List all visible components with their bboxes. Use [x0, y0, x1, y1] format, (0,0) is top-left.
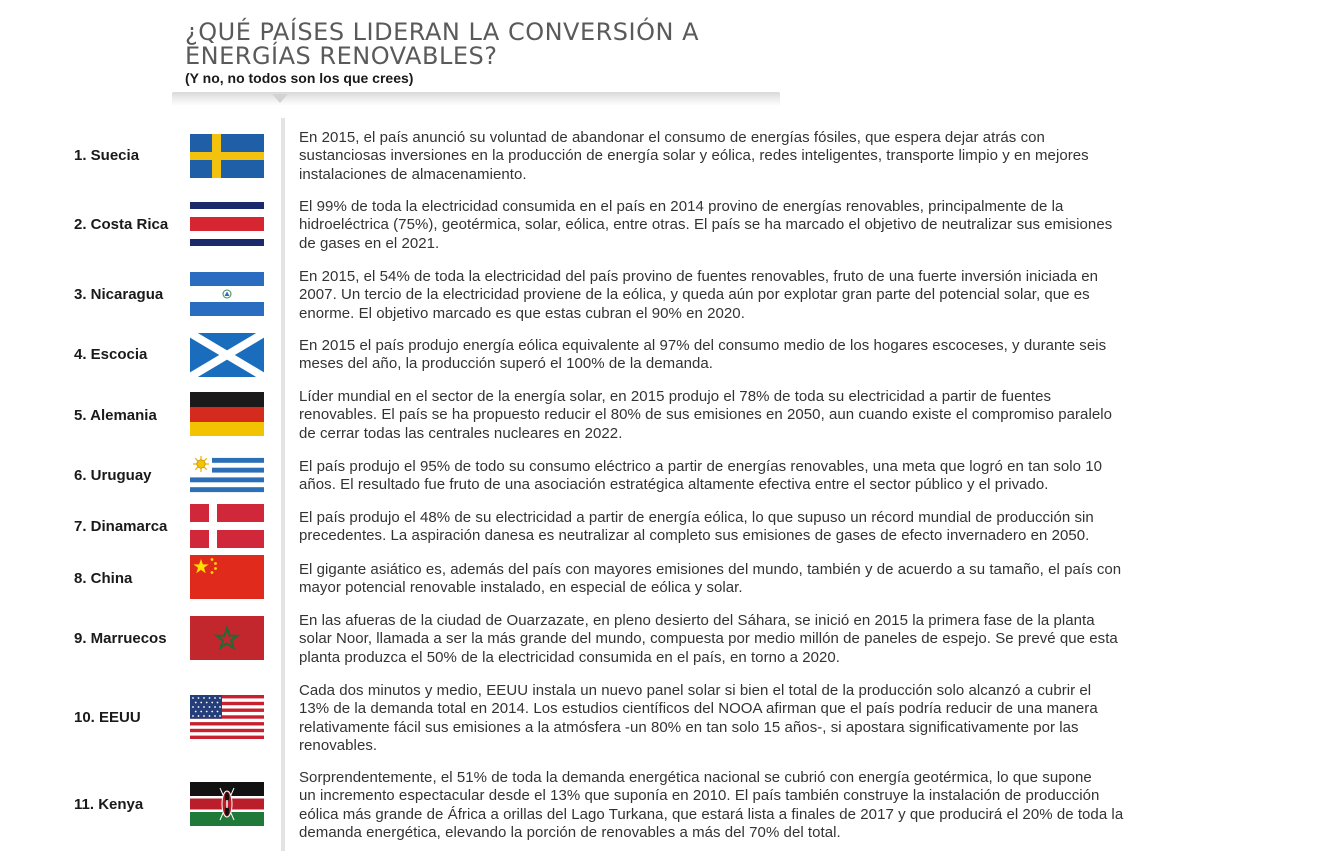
- denmark-flag-icon: [190, 504, 264, 548]
- country-label: 2. Costa Rica: [74, 216, 169, 233]
- subtitle: (Y no, no todos son los que crees): [185, 70, 414, 86]
- description-line: relativamente fácil sus emisiones a la atmósfera -un 80% en tan solo 15 años-, si apostara significativamente por las: [299, 718, 1079, 736]
- description-line: El 99% de toda la electricidad consumida en el país en 2014 provino de energías renovables, principalmente de la: [299, 198, 1064, 215]
- country-label: 3. Nicaragua: [74, 286, 164, 303]
- description-line: El país produjo el 95% de todo su consumo eléctrico a partir de energías renovables, una meta que logró en tan solo 10: [299, 458, 1103, 475]
- country-description: [299, 509, 1264, 546]
- country-description: [299, 682, 1264, 755]
- description-line: Sorprendentemente, el 51% de toda la demanda energética nacional se cubrió con energía geotérmica, lo que supone: [299, 769, 1092, 786]
- sweden-flag-icon: [190, 134, 264, 178]
- country-label: 1. Suecia: [74, 147, 140, 164]
- description-line: En 2015, el país anunció su voluntad de abandonar el consumo de energías fósiles, que espera dejar atrás con: [299, 129, 1045, 146]
- country-label: 6. Uruguay: [74, 467, 152, 484]
- morocco-flag-icon: [190, 616, 264, 660]
- description-line: solar Noor, llamada a ser la más grande del mundo, compuesta por medio millón de paneles de espejo. Se prevé que esta: [299, 630, 1118, 648]
- description-line: eólica más grande de África a orillas del Lago Turkana, que estará lista a finales de 2017 y que producirá el 20% de toda la: [299, 805, 1124, 823]
- description-line: sustanciosas inversiones en la producción de energía solar y eólica, redes inteligentes, transporte limpio y en mejores: [299, 147, 1089, 165]
- description-line: de gases en el 2021.: [299, 234, 440, 252]
- country-description: [299, 458, 1264, 495]
- kenya-flag-icon: [190, 782, 264, 826]
- description-line: mayor potencial renovable instalado, en especial de eólica y solar.: [299, 579, 743, 597]
- country-label: 9. Marruecos: [74, 630, 167, 647]
- description-line: planta produzca el 50% de la electricidad consumida en el país, en torno a 2020.: [299, 648, 841, 666]
- description-line: El gigante asiático es, además del país con mayores emisiones del mundo, también y de acuerdo a su tamaño, el país con: [299, 561, 1122, 578]
- description-line: Líder mundial en el sector de la energía solar, en 2015 produjo el 78% de toda su electricidad a partir de fuentes: [299, 388, 1052, 405]
- description-line: hidroeléctrica (75%), geotérmica, solar, eólica, entre otras. El país se ha marcado el objetivo de neutralizar sus emisiones: [299, 216, 1113, 234]
- divider-line: [281, 118, 285, 851]
- description-line: En 2015 el país produjo energía eólica equivalente al 97% del consumo medio de los hogares escoceses, y durante seis: [299, 337, 1107, 354]
- description-line: un incremento espectacular desde el 13% que suponía en 2010. El país también construye la instalación de producción: [299, 787, 1100, 805]
- country-description: [299, 129, 1264, 184]
- country-label: 10. EEUU: [74, 709, 141, 726]
- description-line: años. El resultado fue fruto de una asociación estratégica altamente efectiva entre el sector público y el privado.: [299, 476, 1049, 494]
- country-description: [299, 388, 1264, 443]
- description-line: En 2015, el 54% de toda la electricidad del país provino de fuentes renovables, fruto de una fuerte inversión iniciada en: [299, 268, 1099, 285]
- description-line: meses del año, la producción superó el 100% de la demanda.: [299, 355, 714, 373]
- country-description: [299, 337, 1264, 374]
- country-description: [299, 198, 1264, 253]
- country-description: [299, 612, 1264, 667]
- description-line: En las afueras de la ciudad de Ouarzazate, en pleno desierto del Sáhara, se inició en 2015 la primera fase de la planta: [299, 612, 1095, 629]
- country-label: 7. Dinamarca: [74, 518, 168, 535]
- description-line: El país produjo el 48% de su electricidad a partir de energía eólica, lo que supuso un récord mundial de producción sin: [299, 509, 1094, 526]
- description-line: 13% de la demanda total en 2014. Los estudios científicos del NOOA afirman que el país podría reducir de una manera: [299, 700, 1098, 718]
- description-line: Cada dos minutos y medio, EEUU instala un nuevo panel solar si bien el total de la producción solo alcanzó a cubrir el: [299, 682, 1092, 699]
- description-line: demanda energética, elevando la porción de renovables a más del 70% del total.: [299, 823, 841, 841]
- description-line: 2007. Un tercio de la electricidad proviene de la eólica, y queda aún por explotar gran parte del potencial solar, que es: [299, 286, 1090, 304]
- country-description: [299, 268, 1264, 323]
- nicaragua-flag-icon: [190, 272, 264, 316]
- country-description: [299, 769, 1264, 842]
- china-flag-icon: [190, 555, 264, 599]
- title-line-2: ENERGÍAS RENOVABLES?: [185, 42, 498, 70]
- country-description: [299, 561, 1264, 598]
- description-line: de cerrar todas las centrales nucleares en 2022.: [299, 424, 623, 442]
- uruguay-flag-icon: [190, 453, 264, 497]
- scotland-flag-icon: [190, 333, 264, 377]
- description-line: instalaciones de almacenamiento.: [299, 165, 527, 183]
- description-line: renovables.: [299, 736, 378, 754]
- germany-flag-icon: [190, 392, 264, 436]
- country-label: 11. Kenya: [74, 796, 144, 813]
- description-line: renovables. El país se ha propuesto reducir el 80% de sus emisiones en 2050, aun cuando existe el compromiso paralelo: [299, 406, 1112, 424]
- header-shadow: [172, 92, 780, 106]
- usa-flag-icon: [190, 695, 264, 739]
- costa-rica-flag-icon: [190, 202, 264, 246]
- description-line: enorme. El objetivo marcado es que estas cubran el 90% en 2020.: [299, 304, 745, 322]
- country-label: 8. China: [74, 570, 133, 587]
- header-notch: [272, 94, 288, 103]
- title-line-1: ¿QUÉ PAÍSES LIDERAN LA CONVERSIÓN A: [185, 18, 700, 46]
- country-label: 5. Alemania: [74, 407, 157, 424]
- description-line: precedentes. La aspiración danesa es neutralizar al completo sus emisiones de gases de efecto invernadero en 2050.: [299, 527, 1090, 545]
- country-label: 4. Escocia: [74, 346, 148, 363]
